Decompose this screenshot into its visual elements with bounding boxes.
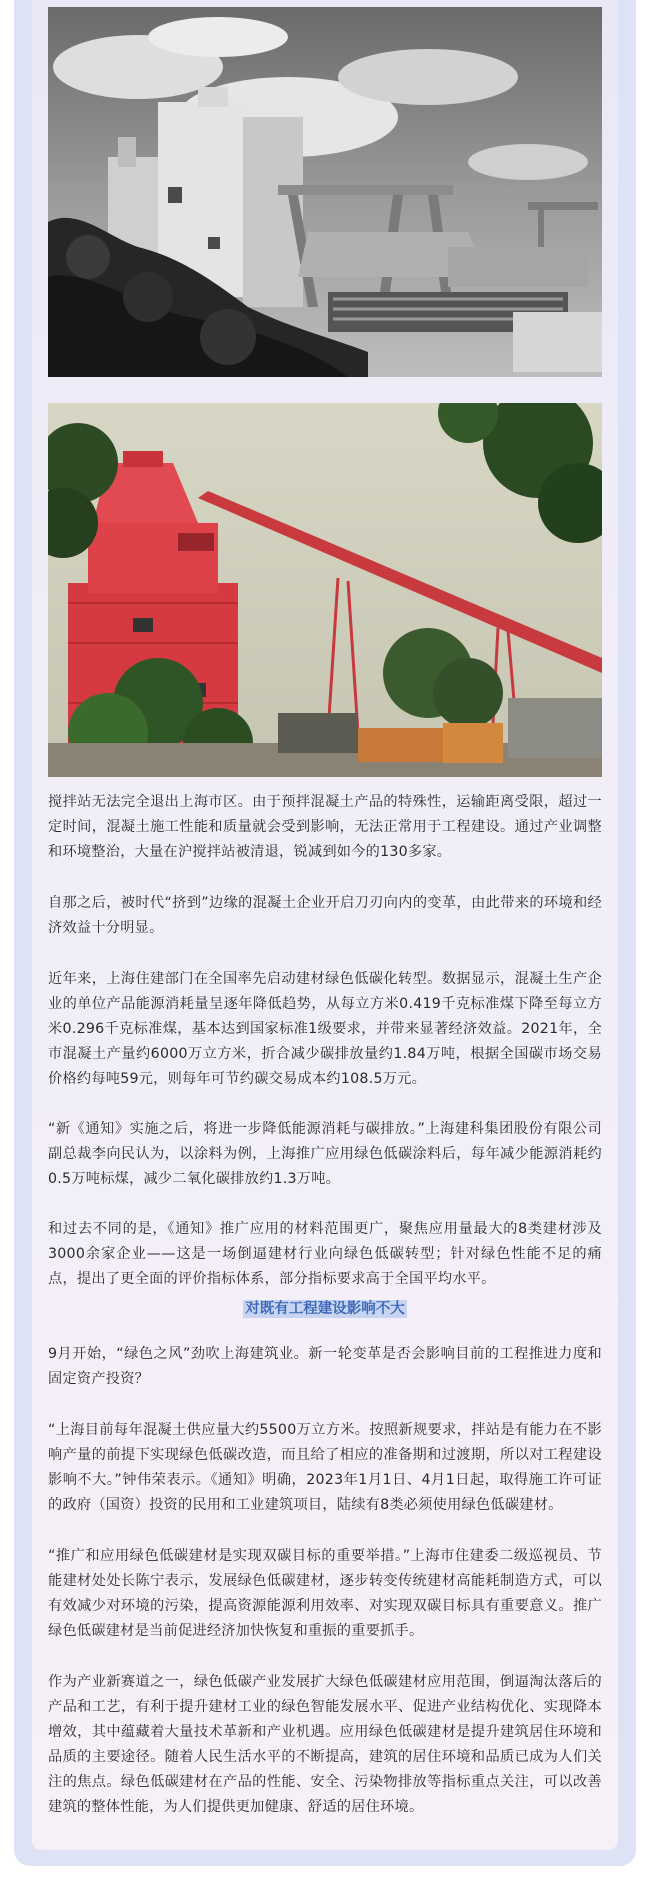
paragraph-4 [48,1117,602,1192]
paragraph-2 [48,891,602,941]
paragraph-3 [48,967,602,1092]
paragraph-6 [48,1342,602,1392]
paragraph-text: 自那之后，被时代“挤到”边缘的混凝土企业开启刀刃向内的变革，由此带来的环境和经济效益十分明显。 [48,895,602,936]
paragraph-text: “推广和应用绿色低碳建材是实现双碳目标的重要举措。”上海市住建委二级巡视员、节能建材处处长陈宁表示，发展绿色低碳建材，逐步转变传统建材高能耗制造方式，可以有效减少对环境的污染，提高资源能源利用效率、对实现双碳目标具有重要意义。推广绿色低碳建材是当前促进经济加快恢复和重振的重要抓手。 [48,1548,602,1639]
paragraph-text: 作为产业新赛道之一，绿色低碳产业发展扩大绿色低碳建材应用范围，倒逼淘汰落后的产品和工艺，有利于提升建材工业的绿色智能发展水平、促进产业结构优化、实现降本增效，其中蕴藏着大量技术革新和产业机遇。应用绿色低碳建材是提升建筑居住环境和品质的主要途径。随着人民生活水平的不断提高，建筑的居住环境和品质已成为人们关注的焦点。绿色低碳建材在产品的性能、安全、污染物排放等指标重点关注，可以改善建筑的整体性能，为人们提供更加健康、舒适的居住环境。 [48,1674,602,1815]
paragraph-text: “上海目前每年混凝土供应量大约5500万立方米。按照新规要求，拌站是有能力在不影响产量的前提下实现绿色低碳改造，而且给了相应的准备期和过渡期，所以对工程建设影响不大。”钟伟荣表示。《通知》明确，2023年1月1日、4月1日起，取得施工许可证的政府（国资）投资的民用和工业建筑项目，陆续有8类必须使用绿色低碳建材。 [48,1422,602,1513]
paragraph-text: 近年来，上海住建部门在全国率先启动建材绿色低碳化转型。数据显示，混凝土生产企业的单位产品能源消耗量呈逐年降低趋势，从每立方米0.419千克标准煤下降至每立方米0.296千克标准煤，基本达到国家标准1级要求，并带来显著经济效益。2021年，全市混凝土产量约6000万立方米，折合减少碳排放量约1.84万吨，根据全国碳市场交易价格约每吨59元，则每年可节约碳交易成本约108.5万元。 [48,971,602,1087]
red-tower-photo [48,403,602,777]
paragraph-1 [48,790,602,865]
historic-plant-photo [48,7,602,377]
paragraph-8 [48,1544,602,1644]
paragraph-text: “新《通知》实施之后，将进一步降低能源消耗与碳排放。”上海建科集团股份有限公司副总裁李向民认为，以涂料为例，上海推广应用绿色低碳涂料后，每年减少能源消耗约0.5万吨标煤，减少二氧化碳排放约1.3万吨。 [48,1121,602,1187]
paragraph-text: 搅拌站无法完全退出上海市区。由于预拌混凝土产品的特殊性，运输距离受限，超过一定时间，混凝土施工性能和质量就会受到影响，无法正常用于工程建设。通过产业调整和环境整治，大量在沪搅拌站被清退，锐减到如今的130多家。 [48,794,602,860]
paragraph-text: 9月开始，“绿色之风”劲吹上海建筑业。新一轮变革是否会影响目前的工程推进力度和固定资产投资？ [48,1346,602,1387]
section-heading [48,1297,602,1322]
paragraph-7 [48,1418,602,1518]
paragraph-text: 和过去不同的是，《通知》推广应用的材料范围更广，聚焦应用量最大的8类建材涉及3000余家企业——这是一场倒逼建材行业向绿色低碳转型；针对绿色性能不足的痛点，提出了更全面的评价指标体系，部分指标要求高于全国平均水平。 [48,1221,602,1287]
paragraph-9 [48,1670,602,1820]
section-heading-text: 对既有工程建设影响不大 [245,1301,405,1317]
paragraph-5 [48,1217,602,1292]
